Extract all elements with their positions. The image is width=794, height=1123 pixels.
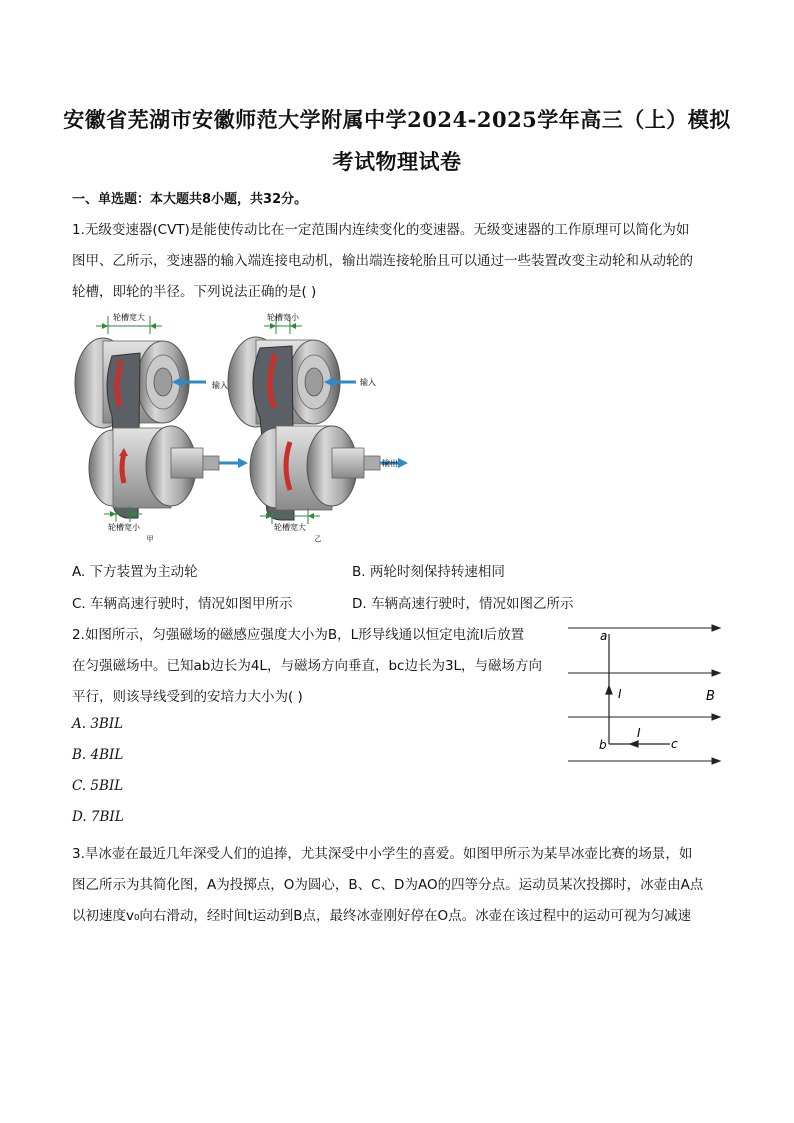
q1-option-d: D. 车辆高速行驶时，情况如图乙所示 — [352, 596, 574, 612]
q3-text-line1: 3.旱冰壶在最近几年深受人们的追捧，尤其深受中小学生的喜爱。如图甲所示为某旱冰壶比赛的场景，如 — [72, 846, 693, 862]
label-c: c — [671, 737, 678, 751]
jia-top-label: 轮槽宽大 — [113, 313, 145, 322]
q2-text-line3: 平行，则该导线受到的安培力大小为( ) — [72, 689, 303, 705]
q2-option-b: B. 4BIL — [72, 747, 124, 763]
q2-text-line2: 在匀强磁场中。已知ab边长为4L，与磁场方向垂直，bc边长为3L，与磁场方向 — [72, 658, 543, 674]
q1-option-a: A. 下方装置为主动轮 — [72, 564, 198, 580]
cvt-yi — [228, 312, 408, 543]
section-heading: 一、单选题：本大题共8小题，共32分。 — [72, 192, 308, 207]
yi-output-label: 输出 — [382, 459, 398, 468]
exam-title-line1: 安徽省芜湖市安徽师范大学附属中学2024-2025学年高三（上）模拟 — [63, 107, 731, 132]
yi-bottom-label: 轮槽宽大 — [274, 523, 306, 532]
yi-top-label: 轮槽宽小 — [267, 313, 299, 322]
label-current-2: I — [637, 726, 641, 740]
label-b: b — [599, 738, 607, 752]
q1-text-line3: 轮槽，即轮的半径。下列说法正确的是( ) — [72, 284, 317, 300]
label-field-b: B — [706, 689, 715, 704]
q2-option-a: A. 3BIL — [72, 716, 124, 732]
q1-cvt-figure — [68, 308, 418, 548]
q3-text-line3: 以初速度v₀向右滑动，经时间t运动到B点，最终冰壶刚好停在O点。冰壶在该过程中的运动可视为匀减速 — [72, 908, 692, 924]
q2-option-c: C. 5BIL — [72, 778, 124, 794]
q1-text-line2: 图甲、乙所示，变速器的输入端连接电动机，输出端连接轮胎且可以通过一些装置改变主动轮和从动轮的 — [72, 253, 693, 269]
label-current-1: I — [618, 687, 622, 701]
jia-input-label: 输入 — [212, 381, 228, 390]
jia-bottom-label: 轮槽宽小 — [108, 523, 140, 532]
q1-option-c: C. 车辆高速行驶时，情况如图甲所示 — [72, 596, 293, 612]
q1-option-b: B. 两轮时刻保持转速相同 — [352, 564, 505, 580]
label-a: a — [600, 629, 608, 643]
q2-text-line1: 2.如图所示，匀强磁场的磁感应强度大小为B，L形导线通以恒定电流I后放置 — [72, 627, 525, 643]
q2-field-figure — [560, 620, 730, 770]
q2-option-d: D. 7BIL — [72, 809, 124, 825]
jia-caption: 甲 — [146, 535, 154, 543]
q3-text-line2: 图乙所示为其简化图，A为投掷点，O为圆心，B、C、D为AO的四等分点。运动员某次投掷时，冰壶由A点 — [72, 877, 704, 893]
yi-input-label: 输入 — [360, 378, 376, 387]
q1-text-line1: 1.无级变速器(CVT)是能使传动比在一定范围内连续变化的变速器。无级变速器的工作原理可以简化为如 — [72, 222, 690, 238]
exam-title-line2: 考试物理试卷 — [332, 149, 462, 174]
yi-caption: 乙 — [314, 535, 322, 543]
